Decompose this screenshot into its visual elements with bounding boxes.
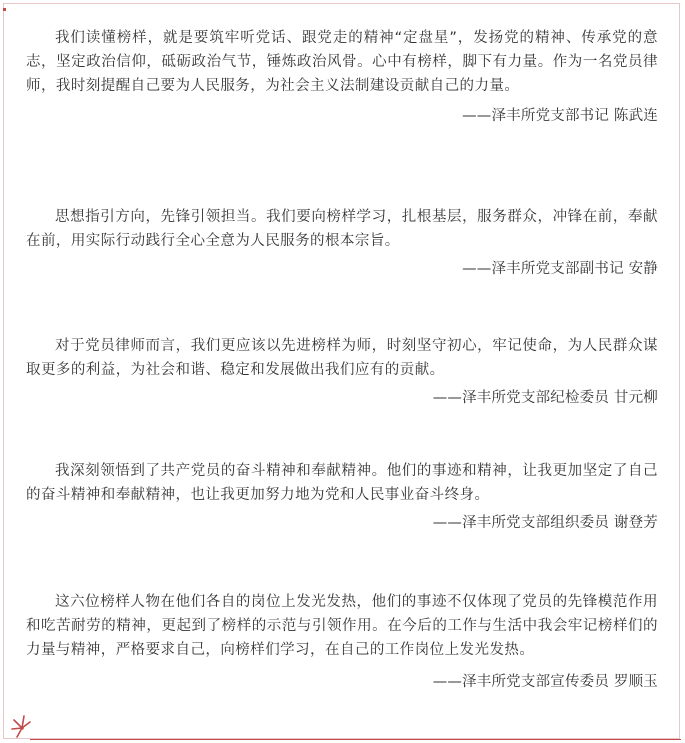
quote-signature: ——泽丰所党支部宣传委员 罗顺玉 [432,674,658,690]
quote-signature: ——泽丰所党支部书记 陈武连 [462,108,658,124]
quote-block-5 [26,590,658,694]
quote-text: 这六位榜样人物在他们各自的岗位上发光发热，他们的事迹不仅体现了党员的先锋模范作用和吃苦耐劳的精神，更起到了榜样的示范与引领作用。在今后的工作与生活中我会牢记榜样们的力量与精神，严格要求自己，向榜样们学习，在自己的工作岗位上发光发热。 [26,594,658,658]
quote-block-3 [26,334,658,410]
quote-block-2 [26,205,658,281]
quote-block-4 [26,459,658,535]
quote-text: 对于党员律师而言，我们更应该以先进榜样为师，时刻坚守初心，牢记使命，为人民群众谋取更多的利益，为社会和谐、稳定和发展做出我们应有的贡献。 [26,338,658,378]
quote-text: 我们读懂榜样，就是要筑牢听党话、跟党走的精神“定盘星”，发扬党的精神、传承党的意志，坚定政治信仰，砥砺政治气节，锤炼政治风骨。心中有榜样，脚下有力量。作为一名党员律师，我时刻提醒自己要为人民服务，为社会主义法制建设贡献自己的力量。 [26,30,658,94]
bottom-accent-line [30,739,681,740]
quote-block-1 [26,26,658,128]
quote-text: 思想指引方向，先锋引领担当。我们要向榜样学习，扎根基层，服务群众，冲锋在前，奉献在前，用实际行动践行全心全意为人民服务的根本宗旨。 [26,209,658,249]
quote-signature: ——泽丰所党支部组织委员 谢登芳 [432,515,658,531]
quote-signature: ——泽丰所党支部副书记 安静 [462,261,658,277]
quote-text: 我深刻领悟到了共产党员的奋斗精神和奉献精神。他们的事迹和精神，让我更加坚定了自己的奋斗精神和奉献精神，也让我更加努力地为党和人民事业奋斗终身。 [26,463,658,503]
firework-icon [8,712,38,742]
quote-signature: ——泽丰所党支部纪检委员 甘元柳 [432,390,658,406]
